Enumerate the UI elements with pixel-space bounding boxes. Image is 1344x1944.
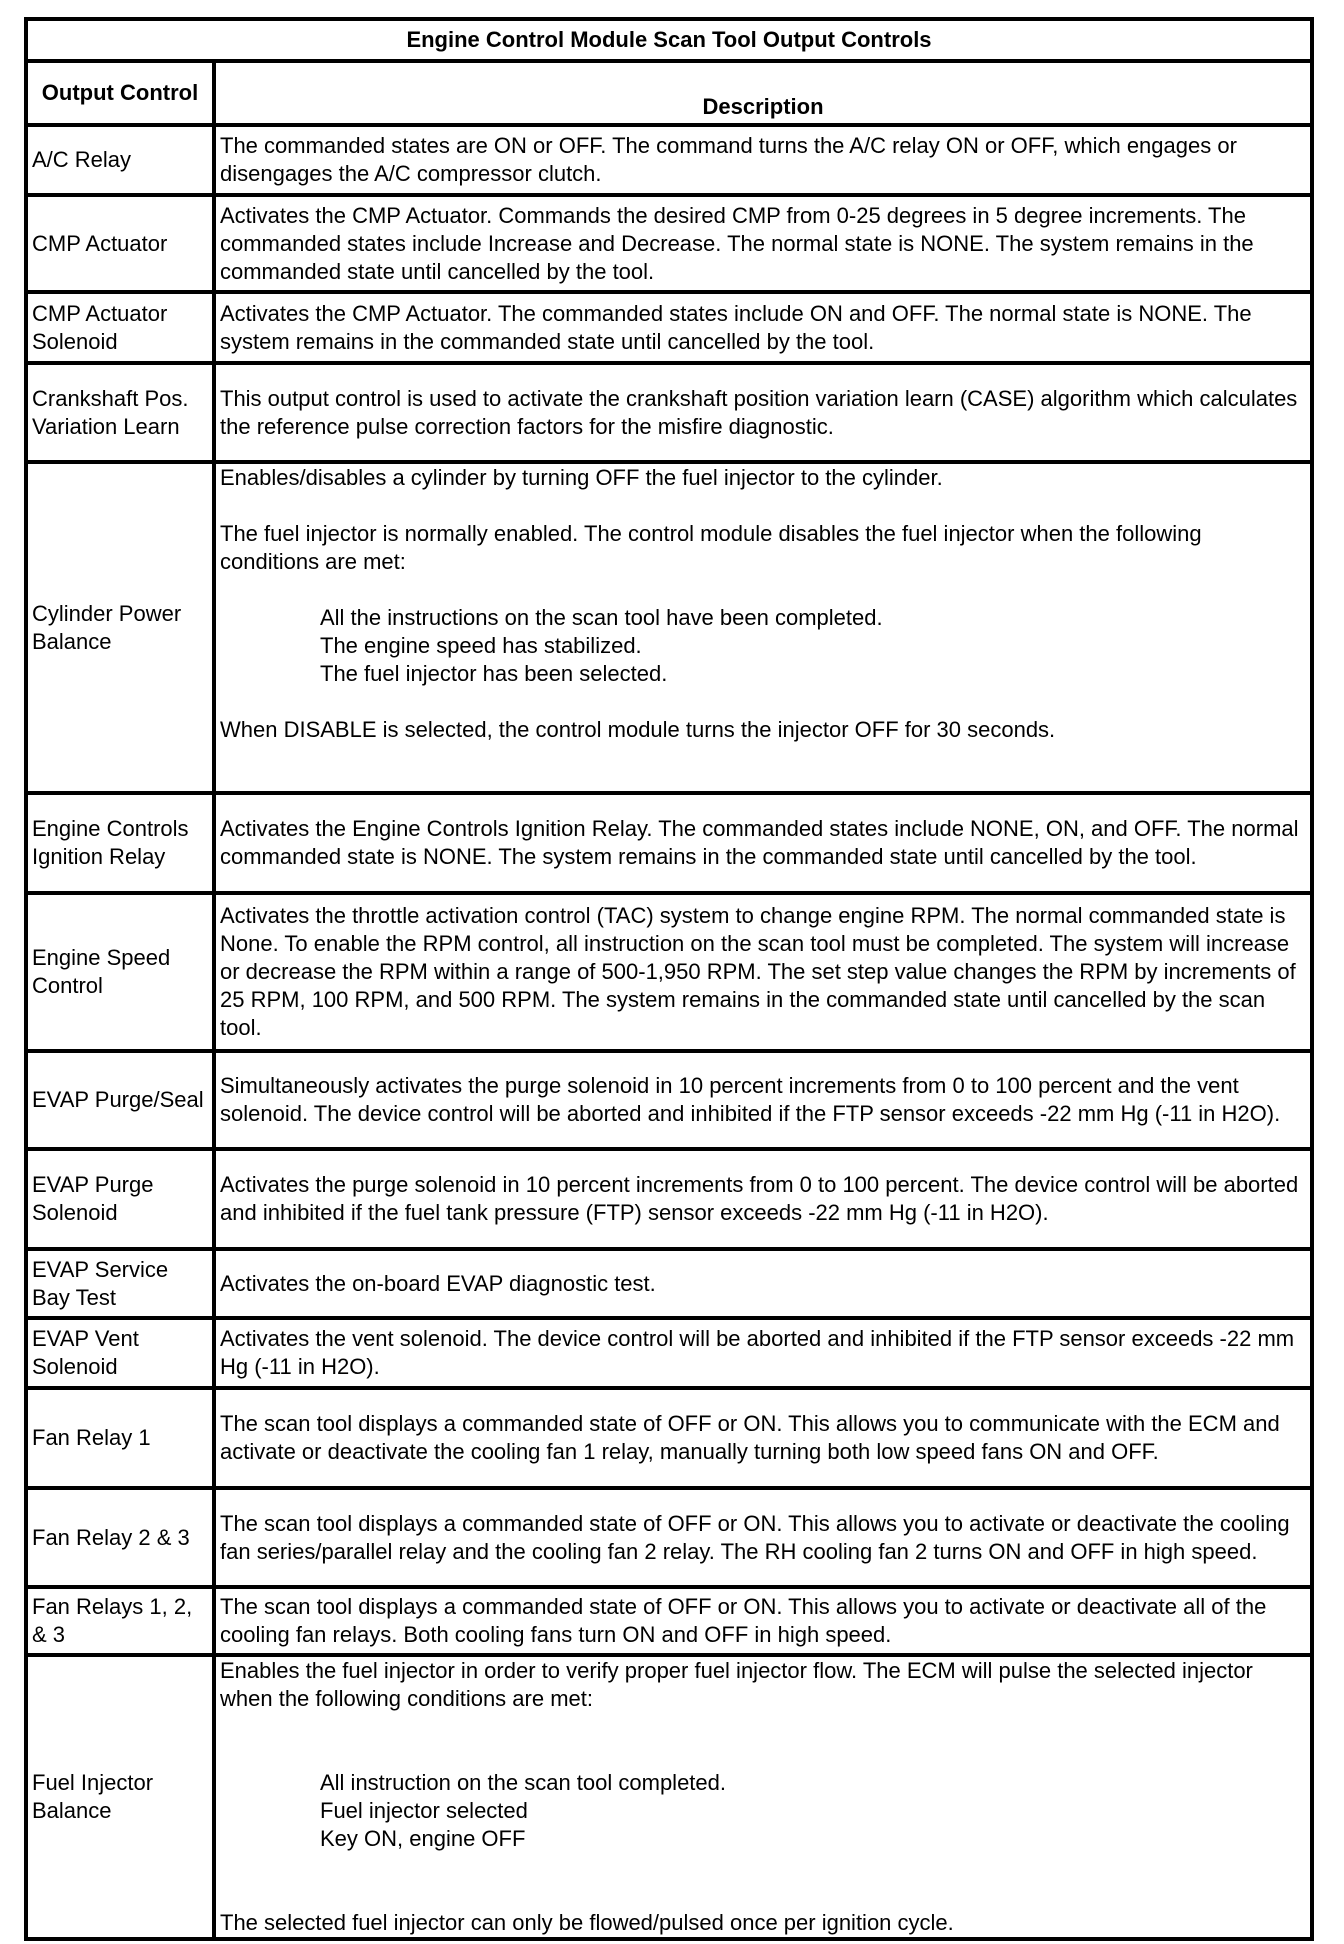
description-intro: Enables/disables a cylinder by turning OFF the fuel injector to the cylinder. [220, 465, 943, 490]
title-row [26, 19, 1312, 61]
table-row [26, 1587, 1312, 1655]
description-text: Activates the vent solenoid. The device control will be aborted and inhibited if the FTP sensor exceeds -22 mm Hg (-11 in H2O). [220, 1326, 1295, 1379]
table-row [26, 1488, 1312, 1587]
description-text: Simultaneously activates the purge solenoid in 10 percent increments from 0 to 100 percent and the vent solenoid. The device control will be aborted and inhibited if the FTP sensor exceeds -22 mm Hg (-11 in H2O). [220, 1073, 1281, 1126]
condition-item: The engine speed has stabilized. [320, 633, 642, 658]
description-cell [214, 1655, 1312, 1939]
header-row [26, 61, 1312, 125]
output-control-cell: CMP Actuator Solenoid [26, 292, 214, 363]
description-note: When DISABLE is selected, the control module turns the injector OFF for 30 seconds. [220, 717, 1056, 742]
description-cell [214, 292, 1312, 363]
table-row [26, 1051, 1312, 1149]
table-title: Engine Control Module Scan Tool Output Controls [26, 19, 1312, 61]
output-control-cell: Fuel Injector Balance [26, 1655, 214, 1939]
table-row [26, 292, 1312, 363]
output-control-cell: CMP Actuator [26, 195, 214, 292]
description-cell [214, 462, 1312, 793]
output-control-cell: Engine Speed Control [26, 893, 214, 1051]
table-row [26, 462, 1312, 793]
output-control-cell: EVAP Purge Solenoid [26, 1149, 214, 1249]
header-output-control: Output Control [26, 61, 214, 125]
output-control-cell: Engine Controls Ignition Relay [26, 793, 214, 893]
description-cell [214, 125, 1312, 195]
description-text: Activates the purge solenoid in 10 percent increments from 0 to 100 percent. The device control will be aborted and inhibited if the fuel tank pressure (FTP) sensor exceeds -22 mm Hg (-11 in H2O). [220, 1172, 1299, 1225]
description-note: The selected fuel injector can only be flowed/pulsed once per ignition cycle. [220, 1910, 954, 1935]
description-text: Activates the CMP Actuator. The commanded states include ON and OFF. The normal state is NONE. The system remains in the commanded state until cancelled by the tool. [220, 300, 1252, 354]
table-row [26, 1249, 1312, 1318]
output-control-cell: EVAP Purge/Seal [26, 1051, 214, 1149]
output-controls-table [24, 17, 1314, 1941]
description-text: Activates the Engine Controls Ignition Relay. The commanded states include NONE, ON, and OFF. The normal commanded state is NONE. The system remains in the commanded state until cancelled by the tool. [220, 816, 1299, 869]
output-control-cell: EVAP Service Bay Test [26, 1249, 214, 1318]
output-control-cell: Cylinder Power Balance [26, 462, 214, 793]
table-row [26, 1149, 1312, 1249]
description-text: This output control is used to activate the crankshaft position variation learn (CASE) algorithm which calculates the reference pulse correction factors for the misfire diagnostic. [220, 385, 1298, 439]
description-cell [214, 793, 1312, 893]
table-row [26, 125, 1312, 195]
table-row [26, 893, 1312, 1051]
condition-item: Fuel injector selected [320, 1798, 528, 1823]
description-cell [214, 1051, 1312, 1149]
condition-item: All the instructions on the scan tool have been completed. [320, 605, 883, 630]
output-control-cell: Crankshaft Pos. Variation Learn [26, 363, 214, 462]
spacer [220, 1881, 1306, 1909]
description-cell [214, 1388, 1312, 1488]
table-body [26, 125, 1312, 1939]
output-control-cell: Fan Relay 1 [26, 1388, 214, 1488]
description-text: Activates the CMP Actuator. Commands the desired CMP from 0-25 degrees in 5 degree increments. The commanded states include Increase and Decrease. The normal state is NONE. The system remains in the commanded state until cancelled by the tool. [220, 202, 1254, 284]
table-row [26, 363, 1312, 462]
description-cell [214, 195, 1312, 292]
table-row [26, 1388, 1312, 1488]
table-row [26, 793, 1312, 893]
description-cell [214, 1249, 1312, 1318]
spacer [220, 1853, 1306, 1881]
table-row [26, 1655, 1312, 1939]
output-control-cell: EVAP Vent Solenoid [26, 1318, 214, 1388]
description-cell [214, 1488, 1312, 1587]
description-cell [214, 1587, 1312, 1655]
description-text: The scan tool displays a commanded state of OFF or ON. This allows you to activate or deactivate all of the cooling fan relays. Both cooling fans turn ON and OFF in high speed. [220, 1594, 1267, 1647]
description-text: The commanded states are ON or OFF. The command turns the A/C relay ON or OFF, which engages or disengages the A/C compressor clutch. [220, 133, 1237, 186]
description-text: Activates the throttle activation control (TAC) system to change engine RPM. The normal commanded state is None. To enable the RPM control, all instruction on the scan tool must be completed. The system will increase or decrease the RPM within a range of 500-1,950 RPM. The set step value changes the RPM by increments of 25 RPM, 100 RPM, and 500 RPM. The system remains in the commanded state until cancelled by the scan tool. [220, 903, 1296, 1040]
description-cell [214, 363, 1312, 462]
spacer [220, 688, 1306, 716]
description-cell [214, 893, 1312, 1051]
condition-item: All instruction on the scan tool completed. [320, 1770, 727, 1795]
spacer [220, 1741, 1306, 1769]
description-cell [214, 1149, 1312, 1249]
header-description: Description [214, 61, 1312, 125]
description-text: The scan tool displays a commanded state of OFF or ON. This allows you to communicate with the ECM and activate or deactivate the cooling fan 1 relay, manually turning both low speed fans ON and OFF. [220, 1411, 1280, 1464]
spacer [220, 492, 1306, 520]
table-row [26, 1318, 1312, 1388]
spacer [220, 1713, 1306, 1741]
description-para: The fuel injector is normally enabled. The control module disables the fuel injector when the following conditions are met: [220, 521, 1202, 574]
output-control-cell: A/C Relay [26, 125, 214, 195]
description-text: The scan tool displays a commanded state of OFF or ON. This allows you to activate or deactivate the cooling fan series/parallel relay and the cooling fan 2 relay. The RH cooling fan 2 turns ON and OFF in high speed. [220, 1510, 1290, 1564]
table-row [26, 195, 1312, 292]
spacer [220, 576, 1306, 604]
output-control-cell: Fan Relays 1, 2, & 3 [26, 1587, 214, 1655]
condition-item: Key ON, engine OFF [320, 1826, 526, 1851]
output-control-cell: Fan Relay 2 & 3 [26, 1488, 214, 1587]
description-text: Activates the on-board EVAP diagnostic test. [220, 1270, 656, 1296]
condition-item: The fuel injector has been selected. [320, 661, 668, 686]
description-intro: Enables the fuel injector in order to verify proper fuel injector flow. The ECM will pulse the selected injector when the following conditions are met: [220, 1658, 1253, 1711]
description-cell [214, 1318, 1312, 1388]
